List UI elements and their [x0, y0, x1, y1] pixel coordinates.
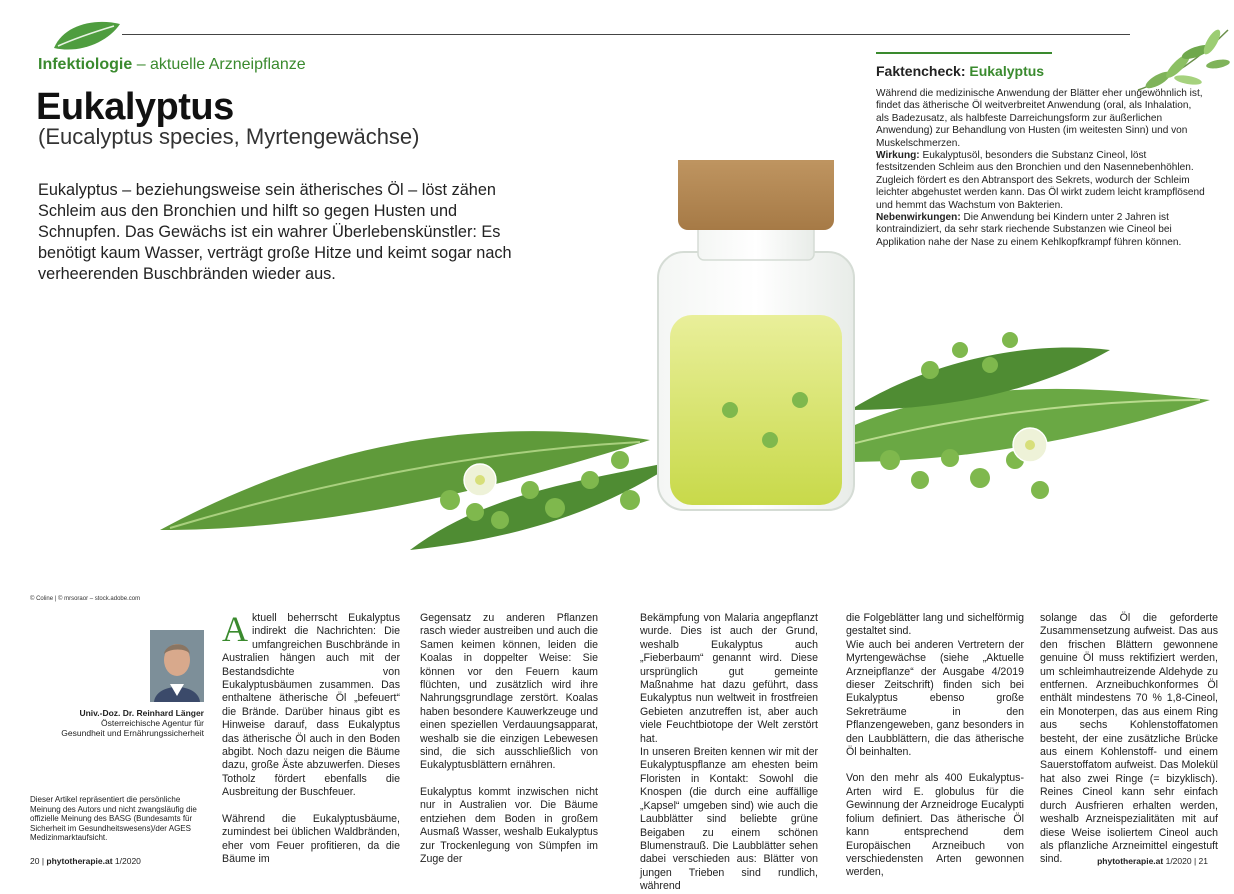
author-organisation: Österreichische Agentur für Gesundheit und Ernährungssicherheit [61, 718, 204, 738]
article-column-1: Aktuell beherrscht Eukalyptus indirekt die Nachrichten: Die umfangreichen Buschbrände in Australien hängen auch mit der Bestandsdichte von Eukalyptusbäumen zusammen. Das enthaltene ätherische Öl „befeuert“ die Brände. Darüber hinaus gibt es Hinweise darauf, dass Eukalyptus das ätherische Öl auch in den Boden abgibt. Noch dazu neigen die Bäume dazu, große Äste abzuwerfen. Dieses Totholz fördert ebenfalls die Ausbreitung der Buschfeuer. Während die Eukalyptusbäume, zumindest bei üblichen Waldbränden, eher vom Feuer profitieren, da die Bäume im [222, 609, 400, 865]
article-column-4: die Folgeblätter lang und sichelförmig gestaltet sind. Wie auch bei anderen Vertretern der Myrtengewächse (siehe „Aktuelle Arzneipflanze“ der Ausgabe 4/2019 dieser Zeitschrift) finden sich bei Eukalyptus ebenso große Sekreträume in den Pflanzengeweben, ganz besonders in den Laubblättern, die das ätherische Öl beinhalten. Von den mehr als 400 Eukalyptus-Arten wird E. globulus für die Gewinnung der Arzneidroge Eucalypti folium definiert. Das ätherische Öl kann entsprechend dem Europäischen Arzneibuch von verschiedensten Arten gewonnen werden, [846, 612, 1024, 879]
facts-effect: Wirkung: Eukalyptusöl, besonders die Substanz Cineol, löst festsitzenden Schleim aus den Bronchien und den Nasennebenhöhlen. Zugleich fördert es den Abtransport des Sekrets, wodurch der Schleim leichter abgehustet werden kann. Das Öl wirkt zudem leicht krampflösend und hemmt das Wachstum von Bakterien. [876, 150, 1205, 211]
facts-title: Faktencheck: Eukalyptus [876, 63, 1045, 79]
article-title: Eukalyptus [36, 86, 234, 128]
article-column-3: Bekämpfung von Malaria angepflanzt wurde. Dies ist auch der Grund, weshalb Eukalyptus auch „Fieberbaum“ genannt wird. Diese ursprünglich gut gemeinte Maßnahme hat dazu geführt, dass Eukalyptus nun weltweit in frostfreien Gebieten anzutreffen ist, aber auch viele Feuchtbiotope der Welt zerstört hat. In unseren Breiten kennen wir mit der Eukalyptuspflanze am ehesten beim Floristen in Kontakt: Sowohl die Knospen (die durch eine auffällige „Kapsel“ umgeben sind) wie auch die Laubblätter sind beliebte grüne Beigaben zu einem schönen Blumenstrauß. Die Laubblätter sehen dabei verschieden aus: Blätter von jungen Trieben sind rundlich, während [640, 612, 818, 893]
photo-credit: © Coline | © mrsoraor – stock.adobe.com [30, 596, 141, 602]
article-column-2: Gegensatz zu anderen Pflanzen rasch wieder austreiben und auch die Samen keimen können, leiden die Koalas in doppelter Weise: Sie können vor den Feuern kaum flüchten, und zusätzlich wird ihre Nahrungsgrundlage zerstört. Koalas haben besondere Kauwerkzeuge und einen speziellen Verdauungsapparat, weshalb sie die einzigen Lebewesen sind, die sich ausschließlich von Eukalyptusblättern ernähren. Eukalyptus kommt inzwischen nicht nur in Australien vor. Die Bäume entziehen dem Boden in großem Ausmaß Wasser, weshalb Eukalyptus zur Trockenlegung von Sümpfen im Zuge der [420, 612, 598, 865]
author-disclaimer: Dieser Artikel repräsentiert die persönliche Meinung des Autors und nicht zwangsläufig die offizielle Meinung des BASG (Bundesamts für Sicherheit im Gesundheitswesens)/der AGES Medizinmarktaufsicht. [30, 795, 197, 843]
facts-rule [876, 52, 1052, 54]
footer-left: 20 | phytotherapie.at 1/2020 [30, 856, 141, 866]
top-rule [122, 34, 1130, 35]
author-name: Univ.-Doz. Dr. Reinhard Länger [79, 708, 204, 718]
section-kicker: Infektiologie – aktuelle Arzneipflanze [38, 56, 306, 73]
facts-intro: Während die medizinische Anwendung der Blätter eher ungewöhnlich ist, findet das ätherische Öl weitverbreitet Anwendung (oral, als Inhalation, als Badezusatz, als halbfeste Darreichungsform zur äußerlichen Anwendung) zur Behandlung von Husten (im weitesten Sinn) und von Muskelschmerzen. [876, 88, 1203, 149]
facts-side-effects: Nebenwirkungen: Die Anwendung bei Kindern unter 2 Jahren ist kontraindiziert, da sehr stark riechende Substanzen wie Cineol bei Applikation nahe der Nase zu einem Kehlkopfkrampf führen können. [876, 212, 1182, 248]
eucalyptus-oil-photo [30, 160, 1220, 590]
article-column-5: solange das Öl die geforderte Zusammensetzung aufweist. Das aus den frischen Blättern gewonnene genuine Öl muss rektifiziert werden, um schleimhautreizende Aldehyde zu entfernen. Arzneibuchkonformes Öl enthält mindestens 70 % 1,8-Cineol, ein Monoterpen, das aus einem Ring aus sechs Kohlenstoffatomen besteht, der eine zusätzliche Brücke aus einem Kohlenstoff- und einem Sauerstoffatom aufweist. Das Molekül hat also zwei Ringe (= bizyklisch). Reines Cineol kann sehr einfach durch Ausfrieren erhalten werden, weshalb Arzneispezialitäten mit auf diese Weise isoliertem Cineol auch als pflanzliche Arzneimittel eingestuft sind. [1040, 612, 1218, 866]
author-portrait [150, 630, 204, 702]
footer-right: phytotherapie.at 1/2020 | 21 [1097, 856, 1208, 866]
leaf-logo-icon [50, 18, 124, 54]
lead-paragraph: Eukalyptus – beziehungsweise sein ätherisches Öl – löst zähen Schleim aus den Bronchien und hilft so gegen Husten und Schnupfen. Das Gewächs ist ein wahrer Überlebenskünstler: Es benötigt kaum Wasser, verträgt große Hitze und keimt sogar nach verheerenden Buschbränden wieder aus. [38, 181, 512, 283]
article-subtitle: (Eucalyptus species, Myrtengewächse) [38, 124, 420, 149]
dropcap: A [222, 609, 248, 649]
